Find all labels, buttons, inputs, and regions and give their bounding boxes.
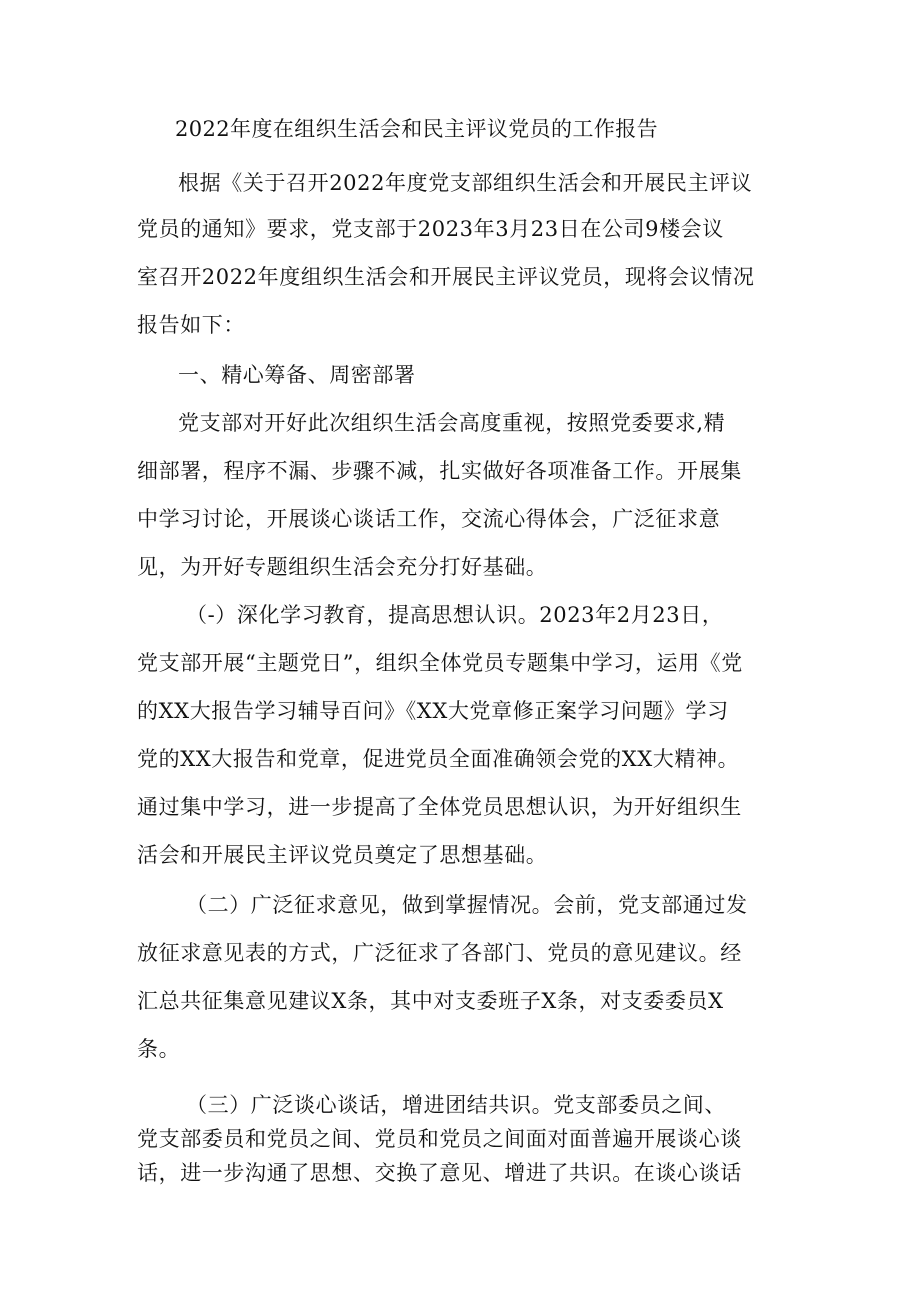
paragraph-line: 汇总共征集意见建议X条，其中对支委班子X条，对支委委员X [137, 989, 724, 1013]
paragraph-line: 党支部委员和党员之间、党员和党员之间面对面普遍开展谈心谈 [137, 1127, 742, 1151]
paragraph-line: 党的XX大报告和党章，促进党员全面准确领会党的XX大精神。 [137, 747, 740, 771]
paragraph-line: 见，为开好专题组织生活会充分打好基础。 [137, 555, 548, 579]
subsection-line: （二）广泛征求意见，做到掌握情况。会前，党支部通过发 [186, 893, 748, 917]
paragraph-line: 室召开2022年度组织生活会和开展民主评议党员，现将会议情况 [137, 265, 755, 289]
document-title: 2022年度在组织生活会和民主评议党员的工作报告 [175, 117, 659, 141]
paragraph-line: 条。 [137, 1037, 181, 1061]
paragraph-line: 放征求意见表的方式，广泛征求了各部门、党员的意见建议。经 [137, 941, 742, 965]
paragraph-line: 的XX大报告学习辅导百问》《XX大党章修正案学习问题》学习 [137, 699, 729, 723]
subsection-line: （-）深化学习教育，提高思想认识。2023年2月23日， [186, 603, 724, 627]
paragraph-line: 通过集中学习，进一步提高了全体党员思想认识，为开好组织生 [137, 795, 742, 819]
paragraph-line: 报告如下： [137, 313, 245, 337]
paragraph-line: 中学习讨论，开展谈心谈话工作，交流心得体会，广泛征求意 [137, 507, 721, 531]
paragraph-line: 细部署，程序不漏、步骤不减，扎实做好各项准备工作。开展集 [137, 459, 742, 483]
paragraph-line: 活会和开展民主评议党员奠定了思想基础。 [137, 843, 548, 867]
paragraph-line: 党支部开展“主题党日”，组织全体党员专题集中学习，运用《党 [137, 651, 743, 675]
paragraph-line: 党员的通知》要求，党支部于2023年3月23日在公司9楼会议 [137, 217, 724, 241]
paragraph-line: 党支部对开好此次组织生活会高度重视，按照党委要求,精 [178, 411, 726, 435]
paragraph-line: 话，进一步沟通了思想、交换了意见、增进了共识。在谈心谈话 [137, 1161, 742, 1185]
section-heading: 一、精心筹备、周密部署 [178, 363, 416, 387]
subsection-line: （三）广泛谈心谈话，增进团结共识。党支部委员之间、 [186, 1093, 726, 1117]
paragraph-line: 根据《关于召开2022年度党支部组织生活会和开展民主评议 [178, 171, 753, 195]
